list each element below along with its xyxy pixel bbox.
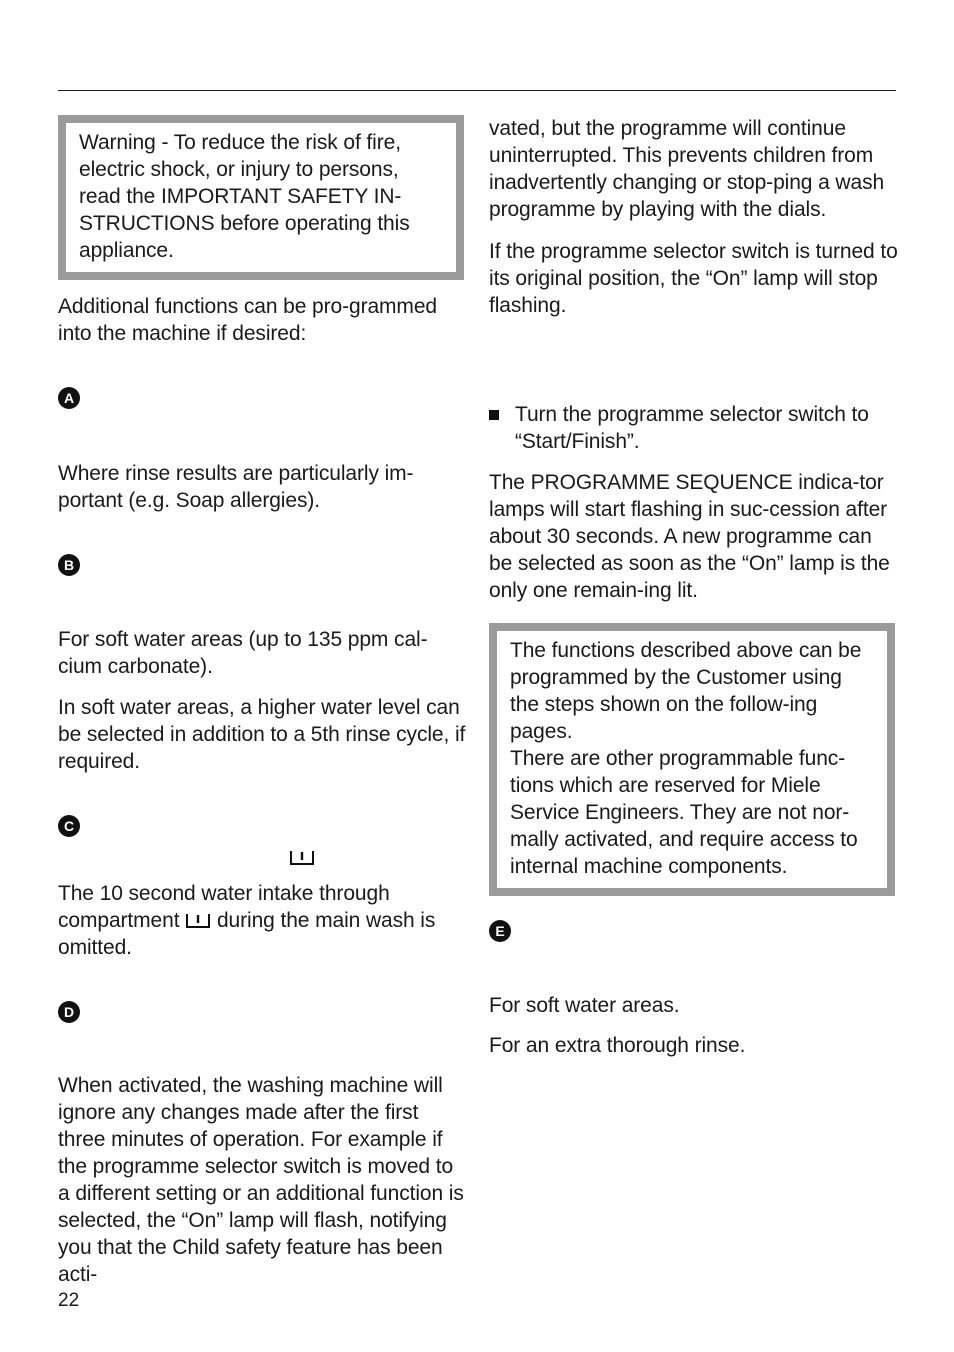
section-c-heading [58, 811, 466, 838]
detergent-tray-icon [185, 913, 211, 929]
section-a-text: Where rinse results are particularly im-portant (e.g. Soap allergies). [58, 462, 414, 512]
section-c-text-before: The 10 second water intake through compartment [58, 882, 390, 932]
bullet-item [489, 401, 899, 455]
bullet-square-icon [489, 410, 499, 420]
sequence-text: The PROGRAMME SEQUENCE indica-tor lamps will start flashing in suc-cession after about 30 seconds. A new programme can be selected as soon as the “On” lamp is the only one remain-ing lit. [489, 471, 890, 602]
warning-box [58, 115, 464, 280]
revert-text: If the programme selector switch is turned to its original position, the “On” lamp will stop flashing. [489, 240, 898, 317]
section-d-text: When activated, the washing machine will ignore any changes made after the first three minutes of operation. For example if the programme selector switch is moved to a different setting or an additional function is selected, the “On” lamp will flash, notifying you that the Child safety feature has been acti- [58, 1074, 464, 1286]
right-column [489, 115, 899, 1059]
section-c-title-icon-row [58, 844, 466, 866]
bullet-text: Turn the programme selector switch to “Start/Finish”. [515, 403, 869, 453]
intro-text: Additional functions can be pro-grammed into the machine if desired: [58, 295, 437, 345]
section-e-text-2: For an extra thorough rinse. [489, 1034, 746, 1057]
marker-d: D [58, 1001, 80, 1023]
section-e-text-1: For soft water areas. [489, 994, 680, 1017]
section-c-text [58, 880, 466, 961]
section-d-heading [58, 997, 466, 1024]
left-column [58, 115, 466, 1288]
marker-e: E [489, 920, 511, 942]
note-text-1: The functions described above can be programmed by the Customer using the steps shown on the follow-ing pages. [510, 639, 862, 743]
detergent-tray-icon [289, 850, 315, 866]
section-c-text-after: during the main wash is omitted. [58, 909, 436, 959]
header-rule [58, 90, 896, 91]
marker-b: B [58, 554, 80, 576]
marker-c: C [58, 815, 80, 837]
section-b-heading [58, 550, 466, 577]
note-box [489, 623, 895, 896]
section-e-heading [489, 916, 899, 943]
child-safety-continued: vated, but the programme will continue uninterrupted. This prevents children from inadvertently changing or stop-ping a wash programme by playing with the dials. [489, 117, 885, 221]
section-b-text-2: In soft water areas, a higher water level can be selected in addition to a 5th rinse cycle, if required. [58, 696, 466, 773]
section-b-text-1: For soft water areas (up to 135 ppm cal-cium carbonate). [58, 628, 428, 678]
marker-a: A [58, 387, 80, 409]
note-text-2: There are other programmable func-tions which are reserved for Miele Service Engineers. They are not nor-mally activated, and require access to internal machine components. [510, 747, 858, 878]
page-number: 22 [58, 1290, 80, 1311]
section-a-heading [58, 383, 466, 410]
warning-text: Warning - To reduce the risk of fire, electric shock, or injury to persons, read the IMPORTANT SAFETY IN-STRUCTIONS before operating this appliance. [79, 131, 410, 262]
